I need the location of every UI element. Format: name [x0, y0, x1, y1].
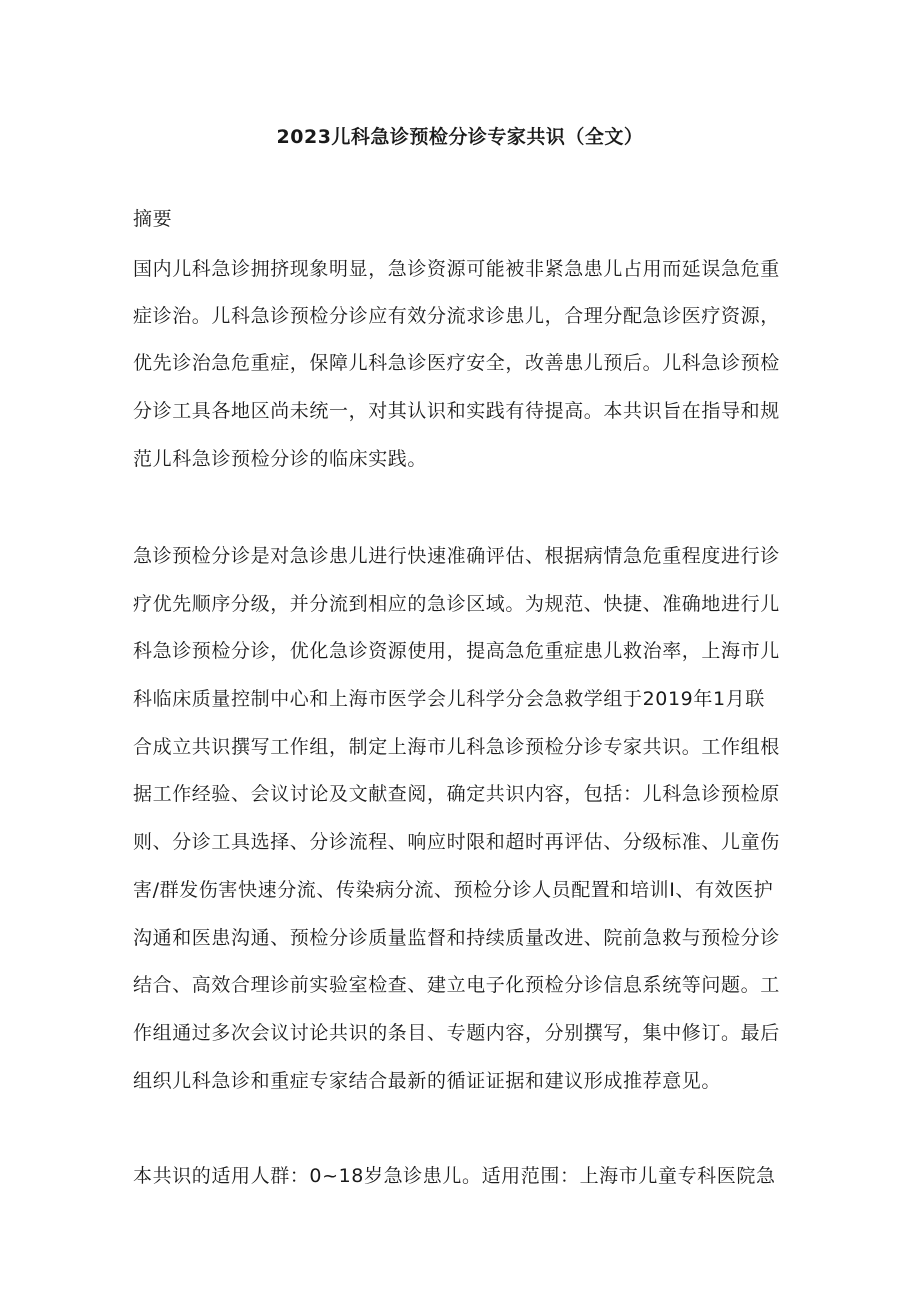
text-line: 科急诊预检分诊，优化急诊资源使用，提高急危重症患儿救治率，上海市儿: [133, 640, 780, 662]
text-line: 沟通和医患沟通、预检分诊质量监督和持续质量改进、院前急救与预检分诊: [133, 927, 780, 949]
text-line: 则、分诊工具选择、分诊流程、响应时限和超时再评估、分级标准、儿童伤: [133, 831, 780, 853]
text-line: 结合、高效合理诊前实验室检查、建立电子化预检分诊信息系统等问题。工: [133, 974, 780, 996]
text-line: 范儿科急诊预检分诊的临床实践。: [133, 448, 428, 470]
text-line: 优先诊治急危重症，保障儿科急诊医疗安全，改善患儿预后。儿科急诊预检: [133, 352, 780, 374]
text-line: 疗优先顺序分级，并分流到相应的急诊区域。为规范、快捷、准确地进行儿: [133, 593, 780, 615]
text-line: 组织儿科急诊和重症专家结合最新的循证证据和建议形成推荐意见。: [133, 1070, 722, 1092]
text-line: 害/群发伤害快速分流、传染病分流、预检分诊人员配置和培训I、有效医护: [133, 879, 774, 901]
text-line: 分诊工具各地区尚未统一，对其认识和实践有待提高。本共识旨在指导和规: [133, 400, 780, 422]
text-line: 据工作经验、会议讨论及文献查阅，确定共识内容，包括：儿科急诊预检原: [133, 783, 780, 805]
text-line: 急诊预检分诊是对急诊患儿进行快速准确评估、根据病情急危重程度进行诊: [133, 545, 780, 567]
text-line: 国内儿科急诊拥挤现象明显，急诊资源可能被非紧急患儿占用而延误急危重: [133, 258, 780, 280]
text-line: 症诊治。儿科急诊预检分诊应有效分流求诊患儿，合理分配急诊医疗资源，: [133, 305, 780, 327]
text-line: 科临床质量控制中心和上海市医学会儿科学分会急救学组于2019年1月联: [133, 688, 765, 710]
abstract-heading: 摘要: [133, 208, 173, 230]
text-line: 本共识的适用人群：0~18岁急诊患儿。适用范围：上海市儿童专科医院急: [133, 1165, 776, 1187]
text-line: 合成立共识撰写工作组，制定上海市儿科急诊预检分诊专家共识。工作组根: [133, 736, 780, 758]
document-title: 2023儿科急诊预检分诊专家共识（全文）: [276, 126, 644, 148]
text-line: 作组通过多次会议讨论共识的条目、专题内容，分别撰写，集中修订。最后: [133, 1022, 780, 1044]
